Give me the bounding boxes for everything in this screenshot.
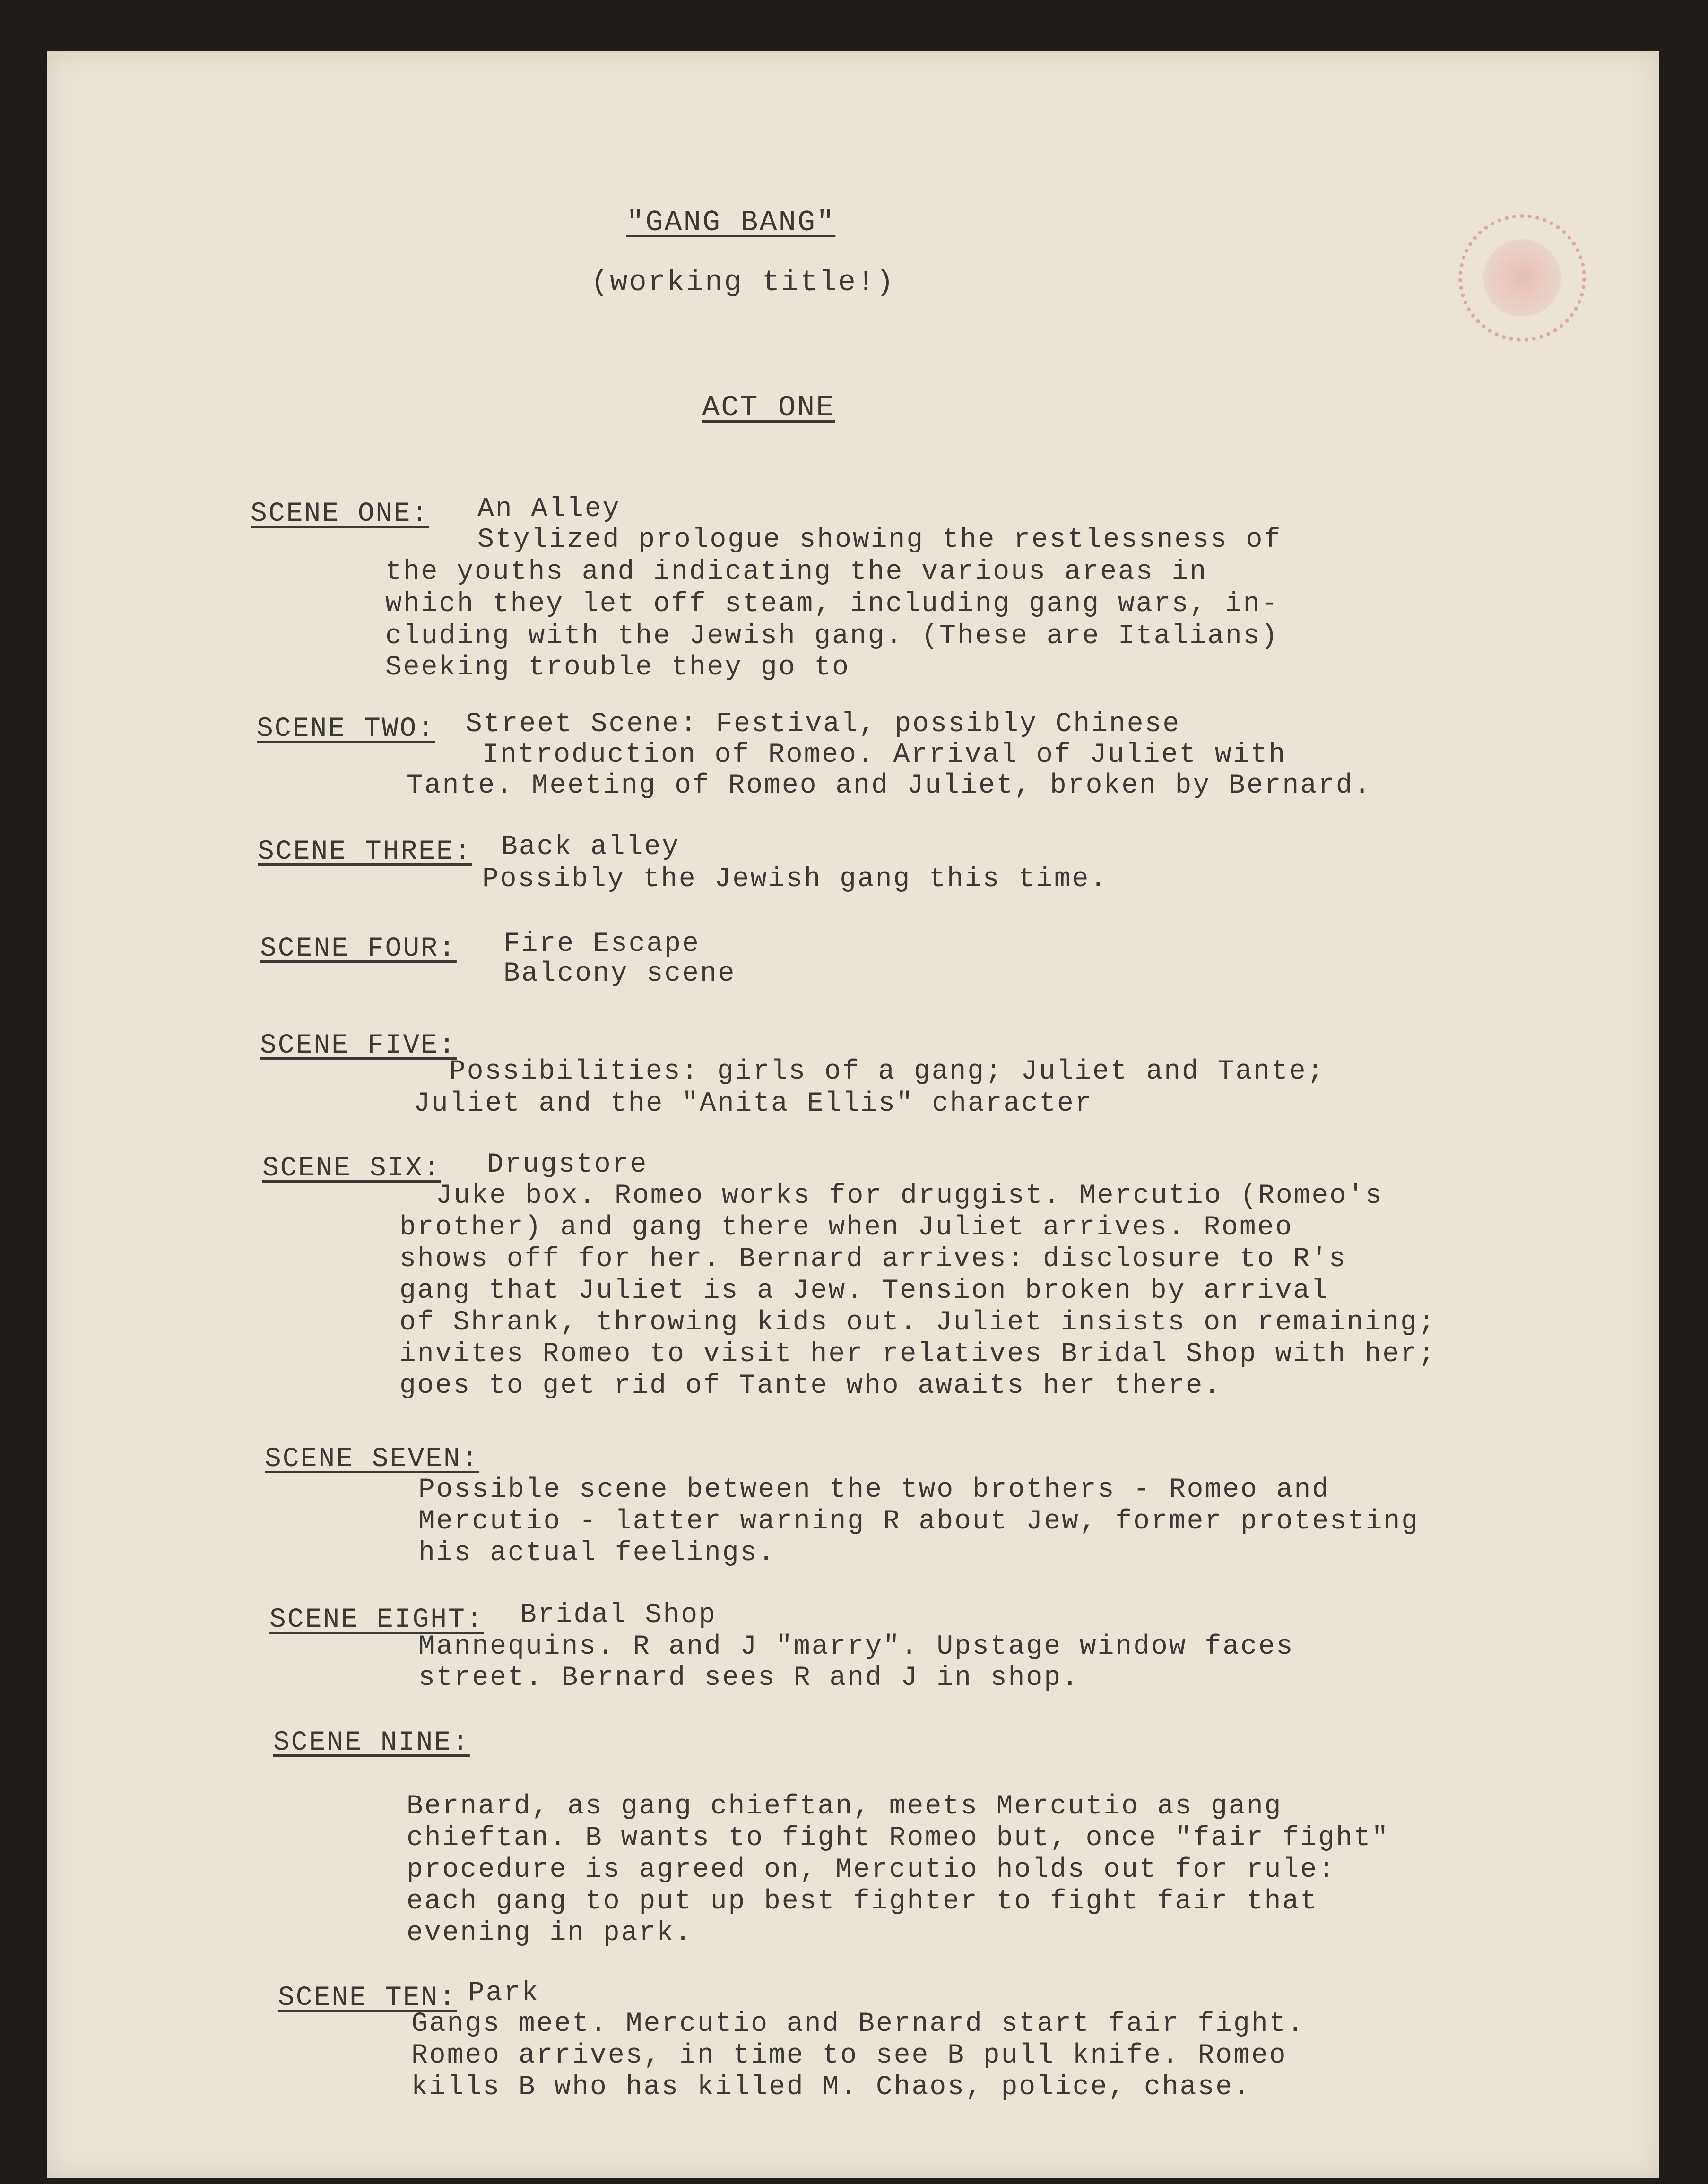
- scene-heading: SCENE TWO:: [257, 714, 436, 744]
- scene-heading: SCENE NINE:: [273, 1727, 470, 1758]
- scene-line: goes to get rid of Tante who awaits her there.: [399, 1371, 1222, 1401]
- scene-line: Tante. Meeting of Romeo and Juliet, broken by Bernard.: [407, 770, 1372, 801]
- scene-setting: Park: [468, 1978, 540, 2009]
- scene-heading: SCENE SIX:: [262, 1153, 442, 1184]
- scene-heading: SCENE SEVEN:: [265, 1444, 479, 1475]
- scene-line: street. Bernard sees R and J in shop.: [418, 1663, 1080, 1693]
- scene-line: cluding with the Jewish gang. (These are Italians): [385, 621, 1279, 652]
- document-subtitle: (working title!): [591, 266, 895, 299]
- scene-line: Romeo arrives, in time to see B pull knife. Romeo: [411, 2040, 1287, 2071]
- scene-line: each gang to put up best fighter to fight fair that: [407, 1886, 1318, 1917]
- scene-setting: Drugstore: [487, 1149, 648, 1180]
- scene-line: brother) and gang there when Juliet arrives. Romeo: [399, 1212, 1293, 1243]
- scene-line: Possibly the Jewish gang this time.: [482, 864, 1108, 895]
- scene-line: kills B who has killed M. Chaos, police, chase.: [411, 2072, 1251, 2103]
- scene-line: Introduction of Romeo. Arrival of Juliet with: [482, 740, 1287, 770]
- scene-line: Stylized prologue showing the restlessness of: [477, 525, 1282, 555]
- scene-line: Gangs meet. Mercutio and Bernard start fair fight.: [411, 2009, 1305, 2039]
- scene-setting: Fire Escape: [503, 929, 700, 959]
- scene-heading: SCENE TEN:: [278, 1983, 457, 2013]
- act-heading: ACT ONE: [702, 391, 835, 424]
- scene-setting: Bridal Shop: [520, 1600, 717, 1631]
- scene-line: Juliet and the "Anita Ellis" character: [414, 1088, 1093, 1119]
- scene-setting: Back alley: [501, 832, 680, 863]
- library-seal-stamp-icon: [1458, 214, 1586, 342]
- scene-line: the youths and indicating the various areas in: [385, 557, 1208, 587]
- scene-line: his actual feelings.: [418, 1538, 776, 1569]
- scene-line: Balcony scene: [503, 958, 736, 989]
- scene-heading: SCENE EIGHT:: [269, 1605, 484, 1635]
- scene-line: shows off for her. Bernard arrives: disclosure to R's: [399, 1244, 1347, 1275]
- scene-line: evening in park.: [407, 1918, 693, 1949]
- scene-line: chieftan. B wants to fight Romeo but, once "fair fight": [407, 1823, 1390, 1854]
- scene-line: Bernard, as gang chieftan, meets Mercutio as gang: [407, 1791, 1283, 1822]
- scene-line: gang that Juliet is a Jew. Tension broken by arrival: [399, 1276, 1329, 1306]
- scene-heading: SCENE ONE:: [251, 499, 430, 529]
- scene-line: Juke box. Romeo works for druggist. Mercutio (Romeo's: [436, 1181, 1383, 1211]
- scene-line: procedure is agreed on, Mercutio holds out for rule:: [407, 1855, 1336, 1885]
- scene-line: Mercutio - latter warning R about Jew, former protesting: [418, 1506, 1420, 1537]
- scene-line: invites Romeo to visit her relatives Bridal Shop with her;: [399, 1339, 1436, 1370]
- scene-line: Possible scene between the two brothers - Romeo and: [418, 1475, 1330, 1505]
- scene-heading: SCENE FOUR:: [260, 933, 457, 964]
- scene-line: Mannequins. R and J "marry". Upstage window faces: [418, 1632, 1294, 1662]
- scene-setting: Street Scene: Festival, possibly Chinese: [466, 709, 1181, 740]
- scene-line: which they let off steam, including gang wars, in-: [385, 589, 1279, 620]
- scene-line: Seeking trouble they go to: [385, 652, 850, 683]
- typewritten-page: [47, 51, 1659, 2178]
- scene-heading: SCENE FIVE:: [260, 1030, 457, 1061]
- scene-heading: SCENE THREE:: [258, 837, 472, 867]
- scene-line: Possibilities: girls of a gang; Juliet and Tante;: [449, 1056, 1325, 1087]
- document-title: "GANG BANG": [626, 206, 836, 239]
- scene-line: of Shrank, throwing kids out. Juliet insists on remaining;: [399, 1307, 1436, 1338]
- scene-setting: An Alley: [477, 494, 621, 525]
